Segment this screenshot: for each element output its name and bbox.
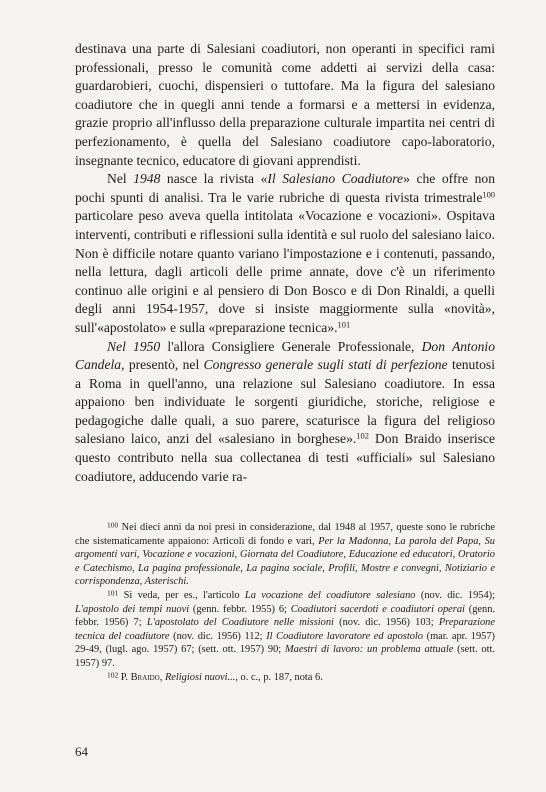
footnotes <box>75 521 495 684</box>
article-title: Il Coadiutore lavoratore ed apostolo <box>266 630 423 642</box>
page-number: 64 <box>75 744 88 759</box>
article-title: Maestri di lavoro: un problema attuale <box>285 644 454 656</box>
footnote-ref-101: 101 <box>337 319 351 330</box>
text-run: tenutosi a Roma in quell'anno, una relazione sul Salesiano coadiutore. In essa appaiono ben individuate le sorgenti giuridiche, storiche, religiose e pedagogiche dalle quali, a suo parere, scaturisce la figura del religioso salesiano laico, anzi del «salesiano in borghese». <box>75 357 495 447</box>
text-run: Si veda, per es., l'articolo <box>118 589 245 601</box>
text-run: , o. c., p. 187, nota 6. <box>235 671 323 683</box>
text-run: l'allora Consigliere Generale Professionale, <box>160 338 422 354</box>
text-run: (genn. febbr. 1955) 6; <box>189 603 291 615</box>
text-run: nasce la rivista « <box>160 171 268 187</box>
text-run: Nel <box>107 171 134 187</box>
book-title: Religiosi nuovi... <box>164 671 236 683</box>
person-name: Don Antonio Candela <box>75 338 495 373</box>
paragraph-1-text: destinava una parte di Salesiani coadiutori, non operanti in specifici rami professionali, presso le comunità come addetti ai servizi della casa: guardarobieri, cuochi, dispensieri o tuttofare. Ma la figura del salesiano coadiutore che in quegli anni tende a formarsi e a mettersi in evidenza, grazie proprio all'influsso della preparazione culturale impartita nei centri di perfezionamento, è quella del Salesiano coadiutore capo-laboratorio, insegnante tecnico, educatore di giovani apprendisti. <box>75 41 495 168</box>
text-run: (mar. apr. 1957) 29-49, (lugl. ago. 1957) 67; (sett. ott. 1957) 90; <box>75 630 495 656</box>
article-title: Preparazione tecnica del coadiutore <box>75 617 495 642</box>
article-title: L'apostolato del Coadiutore nelle missioni <box>146 617 334 629</box>
article-title: La vocazione del coadiutore salesiano <box>244 589 416 601</box>
text-run: (genn. febbr. 1956) 7; <box>75 603 495 629</box>
footnote-number: 102 <box>107 669 119 679</box>
text-run: » che offre non pochi spunti di analisi. Tra le varie rubriche di questa rivista trimestrale <box>75 171 495 205</box>
footnote-ref-100: 100 <box>482 189 495 200</box>
footnote-102 <box>75 671 495 685</box>
text-run: P. <box>118 671 131 683</box>
text-run: Don Braido inserisce questo contributo nella sua collectanea di testi «ufficiali» sul Salesiano coadiutore, adducendo varie ra- <box>75 431 495 484</box>
footnote-number: 100 <box>107 520 119 530</box>
text-run: (nov. dic. 1954); <box>415 589 496 601</box>
journal-title: Il Salesiano Coadiutore <box>267 171 404 187</box>
text-run: (nov. dic. 1956) 112; <box>169 630 267 642</box>
rubric-list: Per la Madonna, La parola del Papa, Su argomenti vari, Vocazione e vocazioni, Giornata del Coadiutore, Educazione ed educatori, Oratorio e Catechismo, La pagina professionale, La pagina sociale, Profili, Mostre e convegni, Notiziario e corrispondenza, Asterischi. <box>75 535 495 588</box>
text-run: particolare peso aveva quella intitolata «Vocazione e vocazioni». Ospitava interventi, contributi e riflessioni sulla identità e sul ruolo del salesiano laico. Non è difficile notare quanto variano l'impostazione e i contenuti, passando, nella lettura, dagli articoli delle prime annate, dove c'è un riferimento continuo alle origini e al pensiero di Don Bosco e di Don Rinaldi, a quelli degli anni 1954-1957, dove si insiste maggiormente sulla «novità», sull'«apostolato» e sulla «preparazione tecnica». <box>75 208 495 335</box>
paragraph-1 <box>75 40 495 170</box>
text-run: (sett. ott. 1957) 97. <box>75 644 495 669</box>
author-name: Braido <box>130 671 160 683</box>
text-run: , <box>159 671 165 683</box>
paragraph-3 <box>75 338 495 487</box>
footnote-ref-102: 102 <box>356 430 369 441</box>
text-run: , presentò, nel <box>121 357 204 373</box>
text-run: (nov. dic. 1956) 103; <box>333 617 439 629</box>
year-1948: 1948 <box>133 171 161 187</box>
article-title: L'apostolo dei tempi nuovi <box>75 603 190 615</box>
footnote-100 <box>75 521 495 589</box>
article-title: Coadiutori sacerdoti e coadiutori operai <box>290 603 465 615</box>
main-text <box>75 40 495 486</box>
paragraph-2 <box>75 170 495 337</box>
text-run: Nei dieci anni da noi presi in considerazione, dal 1948 al 1957, queste sono le rubriche che sistematicamente appaiono: Articoli di fondo e vari, <box>75 522 495 547</box>
congress-title: Congresso generale sugli stati di perfezione <box>203 357 448 373</box>
year-1950: Nel 1950 <box>107 338 161 354</box>
footnote-number: 101 <box>107 588 119 598</box>
footnote-101 <box>75 589 495 671</box>
